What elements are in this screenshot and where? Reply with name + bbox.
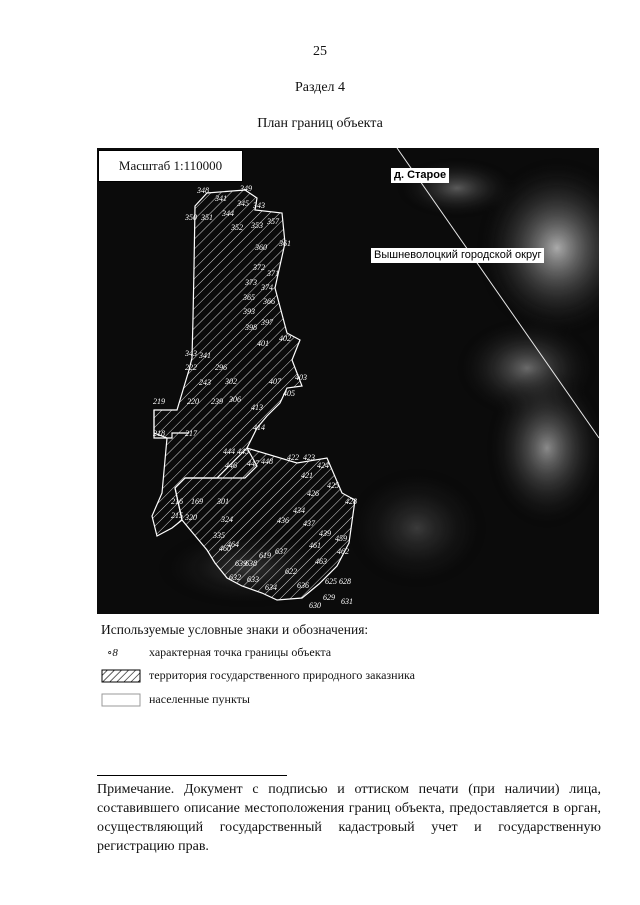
boundary-point-icon: ∘8 (107, 646, 118, 659)
point-label: 343 (185, 349, 197, 358)
point-label: 357 (267, 217, 279, 226)
point-label: 462 (337, 547, 349, 556)
point-label: 403 (295, 373, 307, 382)
point-label: 361 (279, 239, 291, 248)
point-label: 636 (297, 581, 309, 590)
legend-item-reserve (101, 668, 415, 683)
place-label-village: д. Старое (391, 168, 449, 183)
point-label: 402 (279, 334, 291, 343)
point-label: 425 (327, 481, 339, 490)
point-label: 634 (265, 583, 277, 592)
point-label: 348 (197, 186, 209, 195)
map-scale: Масштаб 1:110000 (98, 150, 243, 182)
point-label: 393 (243, 307, 255, 316)
legend-title: Используемые условные знаки и обозначения: (101, 622, 369, 637)
footnote-note: Примечание. Документ с подписью и оттиском печати (при наличии) лица, составившего описание местоположения границ объекта, предоставляется в орган, осуществляющий государственный кадастровый учет и государственную регистрацию прав. (97, 782, 601, 854)
point-label: 461 (309, 541, 321, 550)
point-label: 464 (227, 540, 239, 549)
point-label: 366 (263, 297, 275, 306)
point-label: 353 (251, 221, 263, 230)
point-label: 243 (199, 378, 211, 387)
point-label: 350 (185, 213, 197, 222)
point-label: 344 (222, 209, 234, 218)
point-label: 446 (225, 461, 237, 470)
point-label: 622 (285, 567, 297, 576)
section-title: Раздел 4 (294, 80, 346, 95)
point-label: 302 (225, 377, 237, 386)
point-label: 460 (219, 544, 231, 553)
map-drawing (97, 148, 599, 614)
point-label: 437 (303, 519, 315, 528)
legend-item-settlements (101, 692, 250, 707)
point-label: 407 (269, 377, 281, 386)
point-label: 444 (223, 447, 235, 456)
legend-item-boundary-point (101, 645, 331, 660)
point-label: 360 (255, 243, 267, 252)
point-label: 421 (301, 471, 313, 480)
point-label: 422 (287, 453, 299, 462)
point-label: 414 (253, 423, 265, 432)
point-label: 397 (261, 318, 273, 327)
point-label: 216 (171, 497, 183, 506)
point-label: 447 (247, 459, 259, 468)
point-label: 631 (341, 597, 353, 606)
point-label: 405 (283, 389, 295, 398)
point-label: 343 (253, 201, 265, 210)
hatch-icon (101, 669, 141, 683)
point-label: 239 (211, 397, 223, 406)
legend-label: характерная точка границы объекта (149, 645, 332, 659)
point-label: 324 (221, 515, 233, 524)
point-label: 349 (240, 184, 252, 193)
legend-label: территория государственного природного заказника (149, 668, 415, 682)
point-label: 335 (213, 531, 225, 540)
place-label-district: Вышневолоцкий городской округ (371, 248, 544, 263)
point-label: 215 (171, 511, 183, 520)
point-label: 426 (307, 489, 319, 498)
point-label: 424 (317, 461, 329, 470)
point-label: 365 (243, 293, 255, 302)
point-label: 398 (245, 323, 257, 332)
point-label: 632 (229, 573, 241, 582)
settlement-box-icon (101, 693, 141, 707)
point-label: 629 (323, 593, 335, 602)
point-label: 463 (315, 557, 327, 566)
legend-label: населенные пункты (149, 692, 250, 706)
point-label: 222 (185, 363, 197, 372)
point-label: 345 (237, 199, 249, 208)
point-label: 428 (345, 497, 357, 506)
point-label: 619 (259, 551, 271, 560)
point-label: 625 (325, 577, 337, 586)
point-label: 352 (231, 223, 243, 232)
point-label: 445 (237, 447, 249, 456)
point-label: 169 (191, 497, 203, 506)
point-label: 423 (303, 453, 315, 462)
point-label: 219 (153, 397, 165, 406)
point-label: 374 (261, 283, 273, 292)
point-label: 341 (199, 351, 211, 360)
footnote-divider (97, 775, 287, 776)
point-label: 434 (293, 506, 305, 515)
point-label: 217 (185, 429, 197, 438)
point-label: 372 (253, 263, 265, 272)
point-label: 401 (257, 339, 269, 348)
point-label: 351 (201, 213, 213, 222)
point-label: 448 (261, 457, 273, 466)
point-label: 628 (339, 577, 351, 586)
point-label: 301 (217, 497, 229, 506)
point-label: 296 (215, 363, 227, 372)
point-label: 637 (275, 547, 287, 556)
page-number: 25 (313, 44, 327, 59)
point-label: 638 (245, 559, 257, 568)
point-label: 373 (245, 278, 257, 287)
point-label: 371 (267, 269, 279, 278)
point-label: 306 (229, 395, 241, 404)
point-label: 218 (153, 429, 165, 438)
point-label: 436 (277, 516, 289, 525)
plan-title: План границ объекта (257, 116, 383, 131)
point-label: 630 (309, 601, 321, 610)
point-label: 220 (187, 397, 199, 406)
point-label: 639 (235, 559, 247, 568)
point-label: 459 (335, 534, 347, 543)
boundary-map (97, 148, 599, 614)
point-label: 413 (251, 403, 263, 412)
point-label: 341 (215, 194, 227, 203)
point-label: 633 (247, 575, 259, 584)
point-label: 320 (185, 513, 197, 522)
point-label: 439 (319, 529, 331, 538)
